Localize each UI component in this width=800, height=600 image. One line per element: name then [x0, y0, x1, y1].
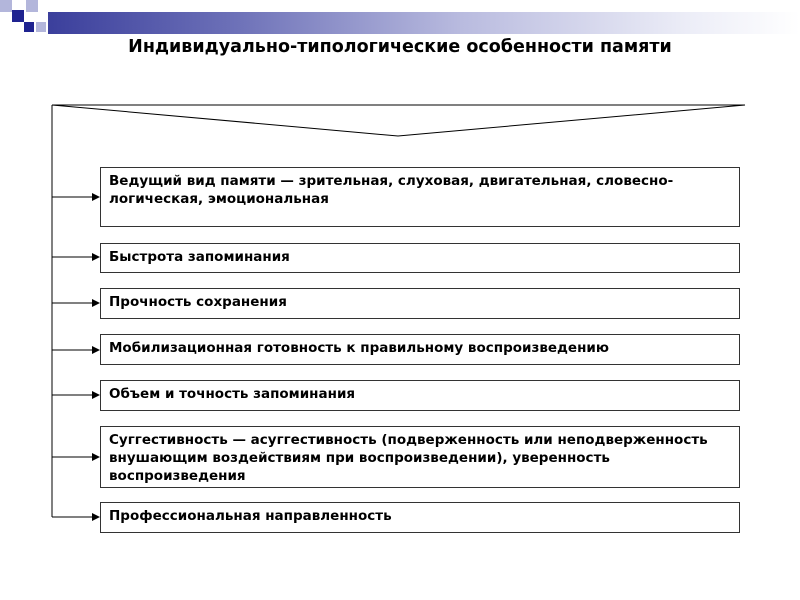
page-title: Индивидуально-типологические особенности памяти — [128, 37, 672, 57]
memory-feature-box: Прочность сохранения — [100, 288, 740, 319]
memory-feature-box: Профессиональная направленность — [100, 502, 740, 533]
memory-feature-box: Ведущий вид памяти — зрительная, слуховая, двигательная, словесно-логическая, эмоциональная — [100, 167, 740, 227]
memory-feature-box: Мобилизационная готовность к правильному воспроизведению — [100, 334, 740, 365]
memory-feature-box: Суггестивность — асуггестивность (подверженность или неподверженность внушающим воздействиям при воспроизведении), уверенность воспроизведения — [100, 426, 740, 488]
top-bracket-wedge — [52, 105, 745, 136]
memory-feature-box: Объем и точность запоминания — [100, 380, 740, 411]
memory-feature-box: Быстрота запоминания — [100, 243, 740, 273]
